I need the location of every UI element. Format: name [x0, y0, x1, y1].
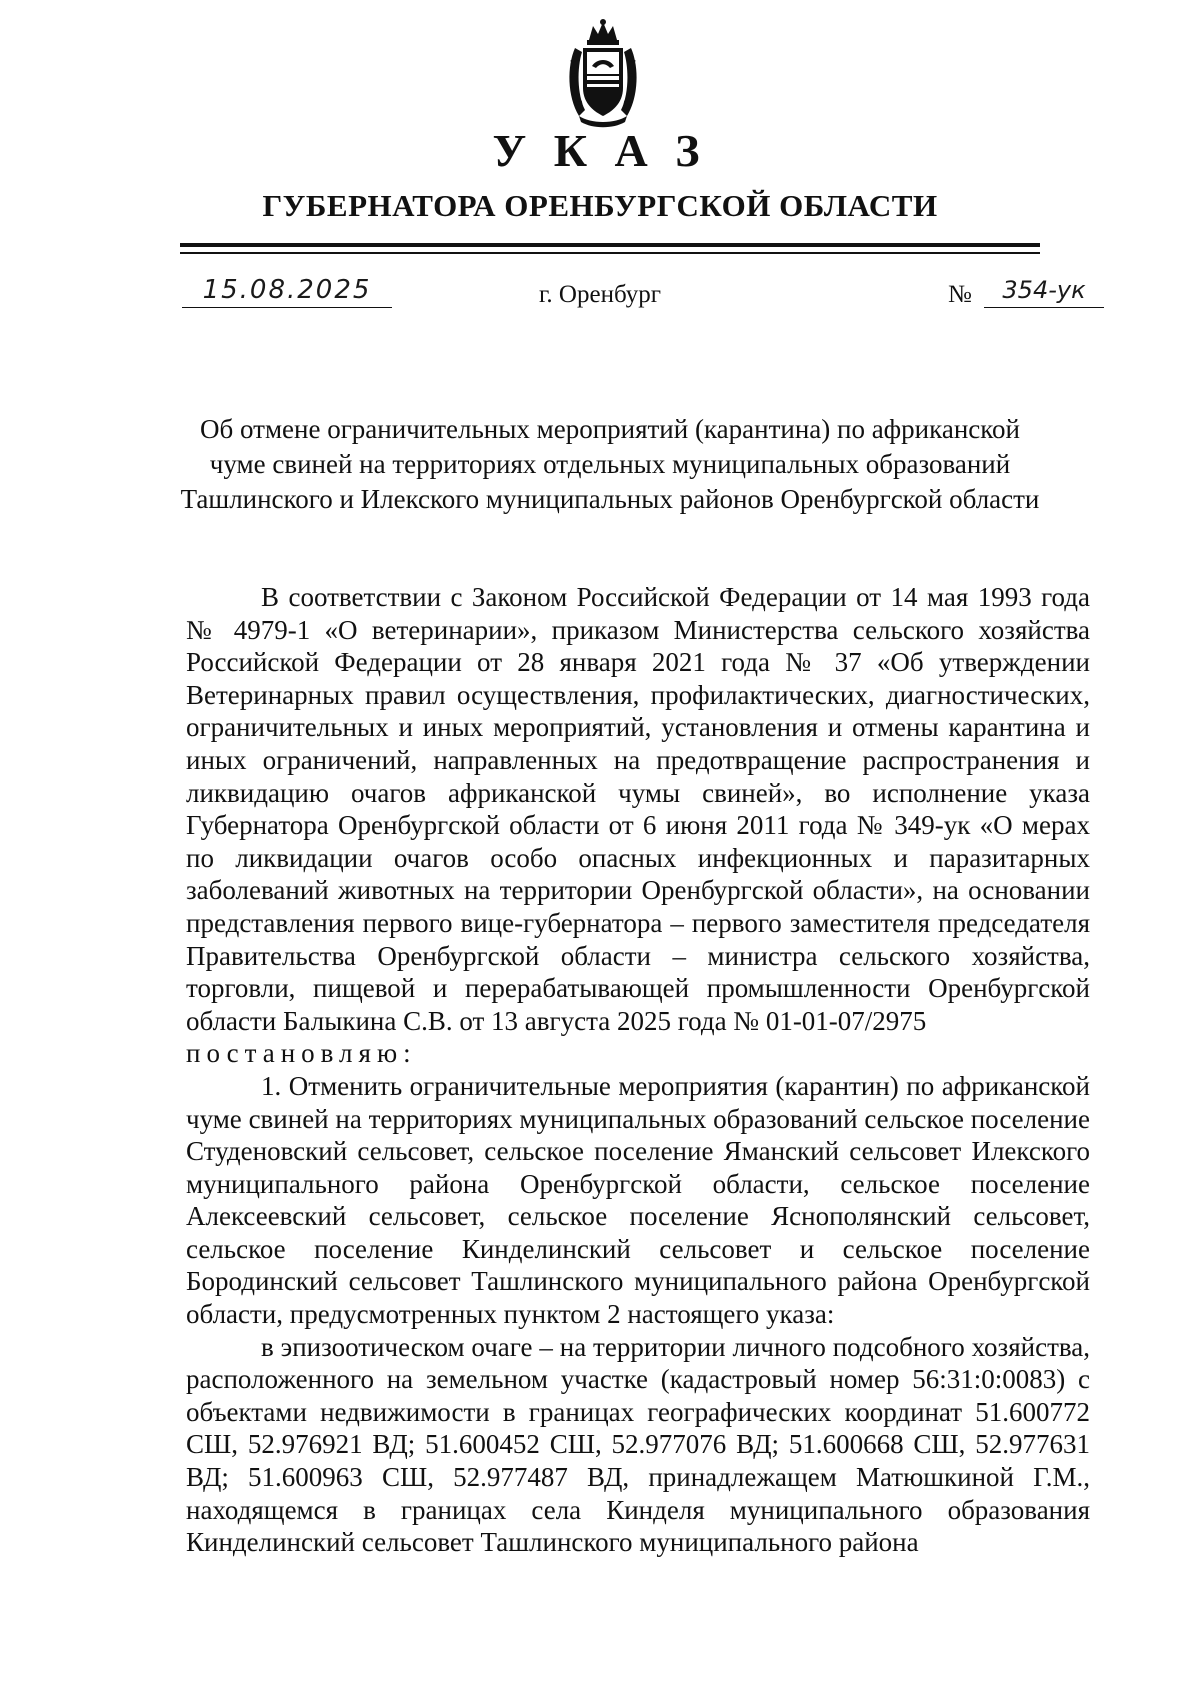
- preamble-paragraph: В соответствии с Законом Российской Федерации от 14 мая 1993 года № 4979-1 «О ветеринарии», приказом Министерства сельского хозяйства Российской Федерации от 28 января 2021 года № 37 «Об утверждении Ветеринарных правил осуществления, профилактических, диагностических, ограничительных и иных мероприятий, установления и отмены карантина и иных ограничений, направленных на предотвращение распространения и ликвидацию очагов африканской чумы свиней», во исполнение указа Губернатора Оренбургской области от 6 июня 2011 года № 349-ук «О мерах по ликвидации очагов особо опасных инфекционных и паразитарных заболеваний животных на территории Оренбургской области», на основании представления первого вице-губернатора – первого заместителя председателя Правительства Оренбургской области – министра сельского хозяйства, торговли, пищевой и перерабатывающей промышленности Оренбургской области Балыкина С.В. от 13 августа 2025 года № 01-01-07/2975: [186, 582, 1090, 1036]
- document-issuer: ГУБЕРНАТОРА ОРЕНБУРГСКОЙ ОБЛАСТИ: [262, 188, 938, 223]
- document-subject: Об отмене ограничительных мероприятий (карантина) по африканской чуме свиней на территориях отдельных муниципальных образований Ташлинского и Илекского муниципальных районов Оренбургской области: [180, 414, 1040, 514]
- document-number: 354-ук: [984, 273, 1104, 308]
- document-city: г. Оренбург: [539, 281, 661, 308]
- coat-of-arms-icon: [565, 18, 641, 130]
- document-body: [186, 581, 1090, 1559]
- document-date: 15.08.2025: [182, 273, 392, 308]
- document-number-label: №: [948, 281, 972, 308]
- header-divider-thick: [180, 243, 1040, 247]
- decree-word: постановляю:: [186, 1038, 417, 1069]
- document-title: У К А З: [492, 125, 708, 176]
- item-1-focus-paragraph: в эпизоотическом очаге – на территории личного подсобного хозяйства, расположенного на земельном участке (кадастровый номер 56:31:0:0083) с объектами недвижимости в границах географических координат 51.600772 СШ, 52.976921 ВД; 51.600452 СШ, 52.977076 ВД; 51.600668 СШ, 52.977631 ВД; 51.600963 СШ, 52.977487 ВД, принадлежащем Матюшкиной Г.М., находящемся в границах села Кинделя муниципального образования Кинделинский сельсовет Ташлинского муниципального района: [186, 1331, 1090, 1558]
- item-1-paragraph: 1. Отменить ограничительные мероприятия (карантин) по африканской чуме свиней на территориях муниципальных образований сельское поселение Студеновский сельсовет, сельское поселение Яманский сельсовет Илекского муниципального района Оренбургской области, сельское поселение Алексеевский сельсовет, сельское поселение Яснополянский сельсовет, сельское поселение Кинделинский сельсовет и сельское поселение Бородинский сельсовет Ташлинского муниципального района Оренбургской области, предусмотренных пунктом 2 настоящего указа:: [186, 1070, 1090, 1330]
- header-divider-thin: [180, 252, 1040, 254]
